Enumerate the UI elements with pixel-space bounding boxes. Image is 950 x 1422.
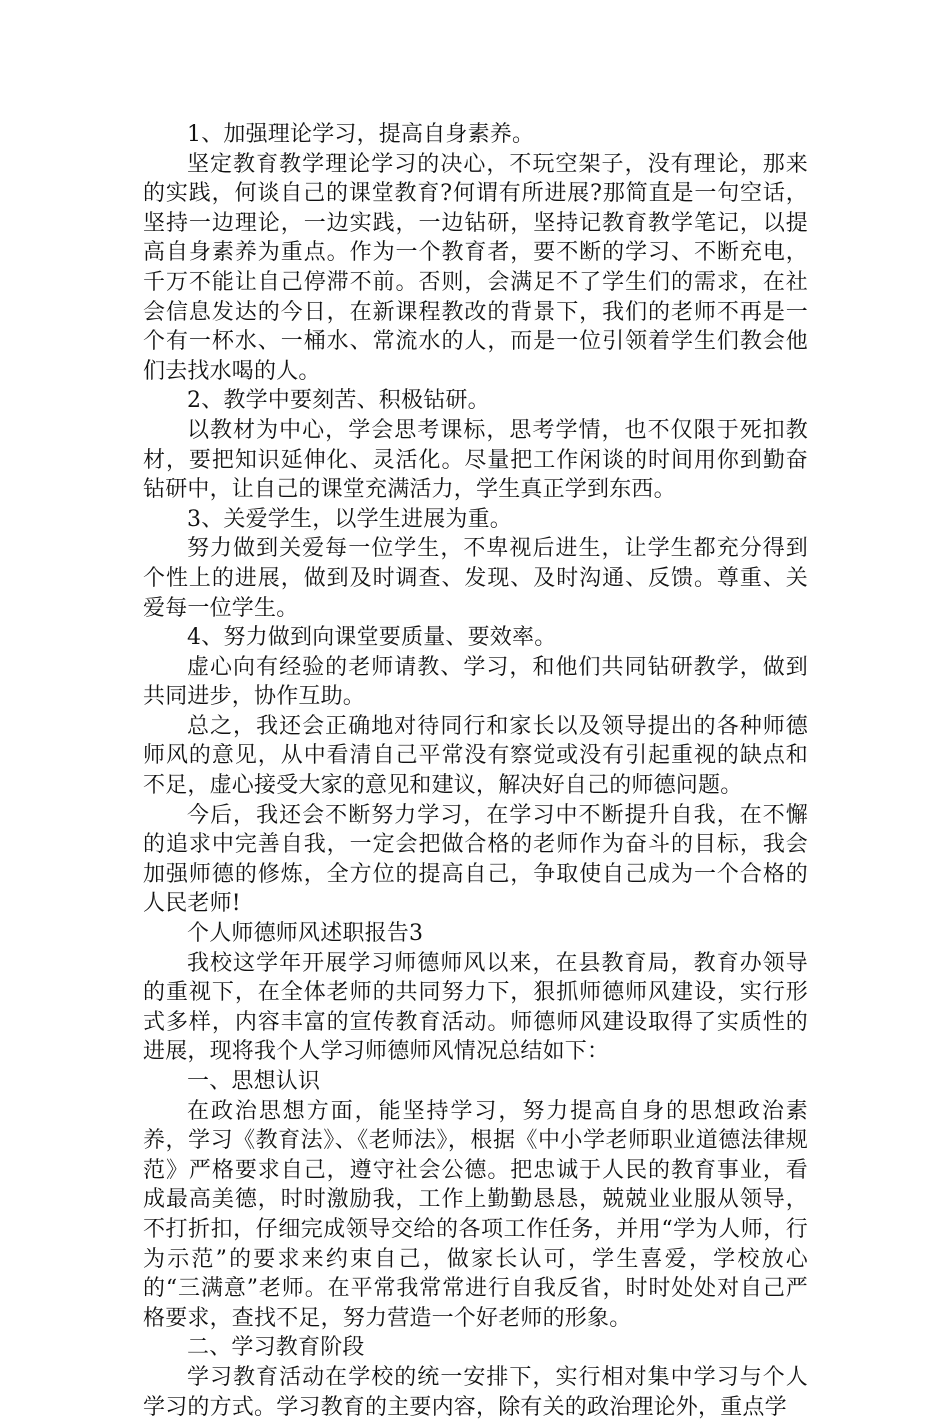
paragraph-care-students: 努力做到关爱每一位学生，不卑视后进生，让学生都充分得到个性上的进展，做到及时调查、发现、及时沟通、反馈。尊重、关爱每一位学生。 [143, 536, 808, 621]
paragraph-learn-from-peers: 虚心向有经验的老师请教、学习，和他们共同钻研教学，做到共同进步，协作互助。 [143, 654, 808, 710]
paragraph-teaching-research: 以教材为中心，学会思考课标，思考学情，也不仅限于死扣教材，要把知识延伸化、灵活化。尽量把工作闲谈的时间用你到勤奋钻研中，让自己的课堂充满活力，学生真正学到东西。 [143, 417, 808, 503]
section-heading-3: 3、关爱学生，以学生进展为重。 [187, 506, 512, 532]
section-heading-1: 1、加强理论学习，提高自身素养。 [187, 122, 535, 147]
document-page [143, 120, 808, 1422]
section-heading-2: 2、教学中要刻苦、积极钻研。 [187, 388, 490, 414]
paragraph-political-thought: 在政治思想方面，能坚持学习，努力提高自身的思想政治素养，学习《教育法》、《老师法》，根据《中小学老师职业道德法律规范》严格要求自己，遵守社会公德。把忠诚于人民的教育事业，看成最高美德，时时激励我，工作上勤勤恳恳，兢兢业业服从领导，不打折扣，仔细完成领导交给的各项工作任务，并用“学为人师，行为示范”的要求来约束自己，做家长认可，学生喜爱，学校放心的“三满意”老师。在平常我常常进行自我反省，时时处处对自己严格要求，查找不足，努力营造一个好老师的形象。 [143, 1098, 808, 1331]
paragraph-theory-study: 坚定教育教学理论学习的决心，不玩空架子，没有理论，那来的实践，何谈自己的课堂教育?何谓有所进展?那简直是一句空话，坚持一边理论，一边实践，一边钻研，坚持记教育教学笔记，以提高自身素养为重点。作为一个教育者，要不断的学习、不断充电，千万不能让自己停滞不前。否则，会满足不了学生们的需求，在社会信息发达的今日，在新课程教改的背景下，我们的老师不再是一个有一杯水、一桶水、常流水的人，而是一位引领着学生们教会他们去找水喝的人。 [143, 151, 808, 384]
section-heading-4: 4、努力做到向课堂要质量、要效率。 [187, 625, 557, 651]
paragraph-learning-stage: 学习教育活动在学校的统一安排下，实行相对集中学习与个人学习的方式。学习教育的主要内容，除有关的政治理论外，重点学 [143, 1364, 808, 1420]
paragraph-report-intro: 我校这学年开展学习师德师风以来，在县教育局，教育办领导的重视下，在全体老师的共同努力下，狠抓师德师风建设，实行形式多样，内容丰富的宣传教育活动。师德师风建设取得了实质性的进展，现将我个人学习师德师风情况总结如下： [143, 950, 808, 1065]
paragraph-summary: 总之，我还会正确地对待同行和家长以及领导提出的各种师德师风的意见，从中看清自己平常没有察觉或没有引起重视的缺点和不足，虚心接受大家的意见和建议，解决好自己的师德问题。 [143, 713, 808, 799]
section-heading-learning-stage: 二、学习教育阶段 [187, 1335, 365, 1361]
section-heading-thought: 一、思想认识 [187, 1069, 321, 1094]
report-title: 个人师德师风述职报告3 [187, 921, 424, 947]
paragraph-future: 今后，我还会不断努力学习，在学习中不断提升自我，在不懈的追求中完善自我，一定会把做合格的老师作为奋斗的目标，我会加强师德的修炼，全方位的提高自己，争取使自己成为一个合格的人民老师! [143, 802, 808, 917]
